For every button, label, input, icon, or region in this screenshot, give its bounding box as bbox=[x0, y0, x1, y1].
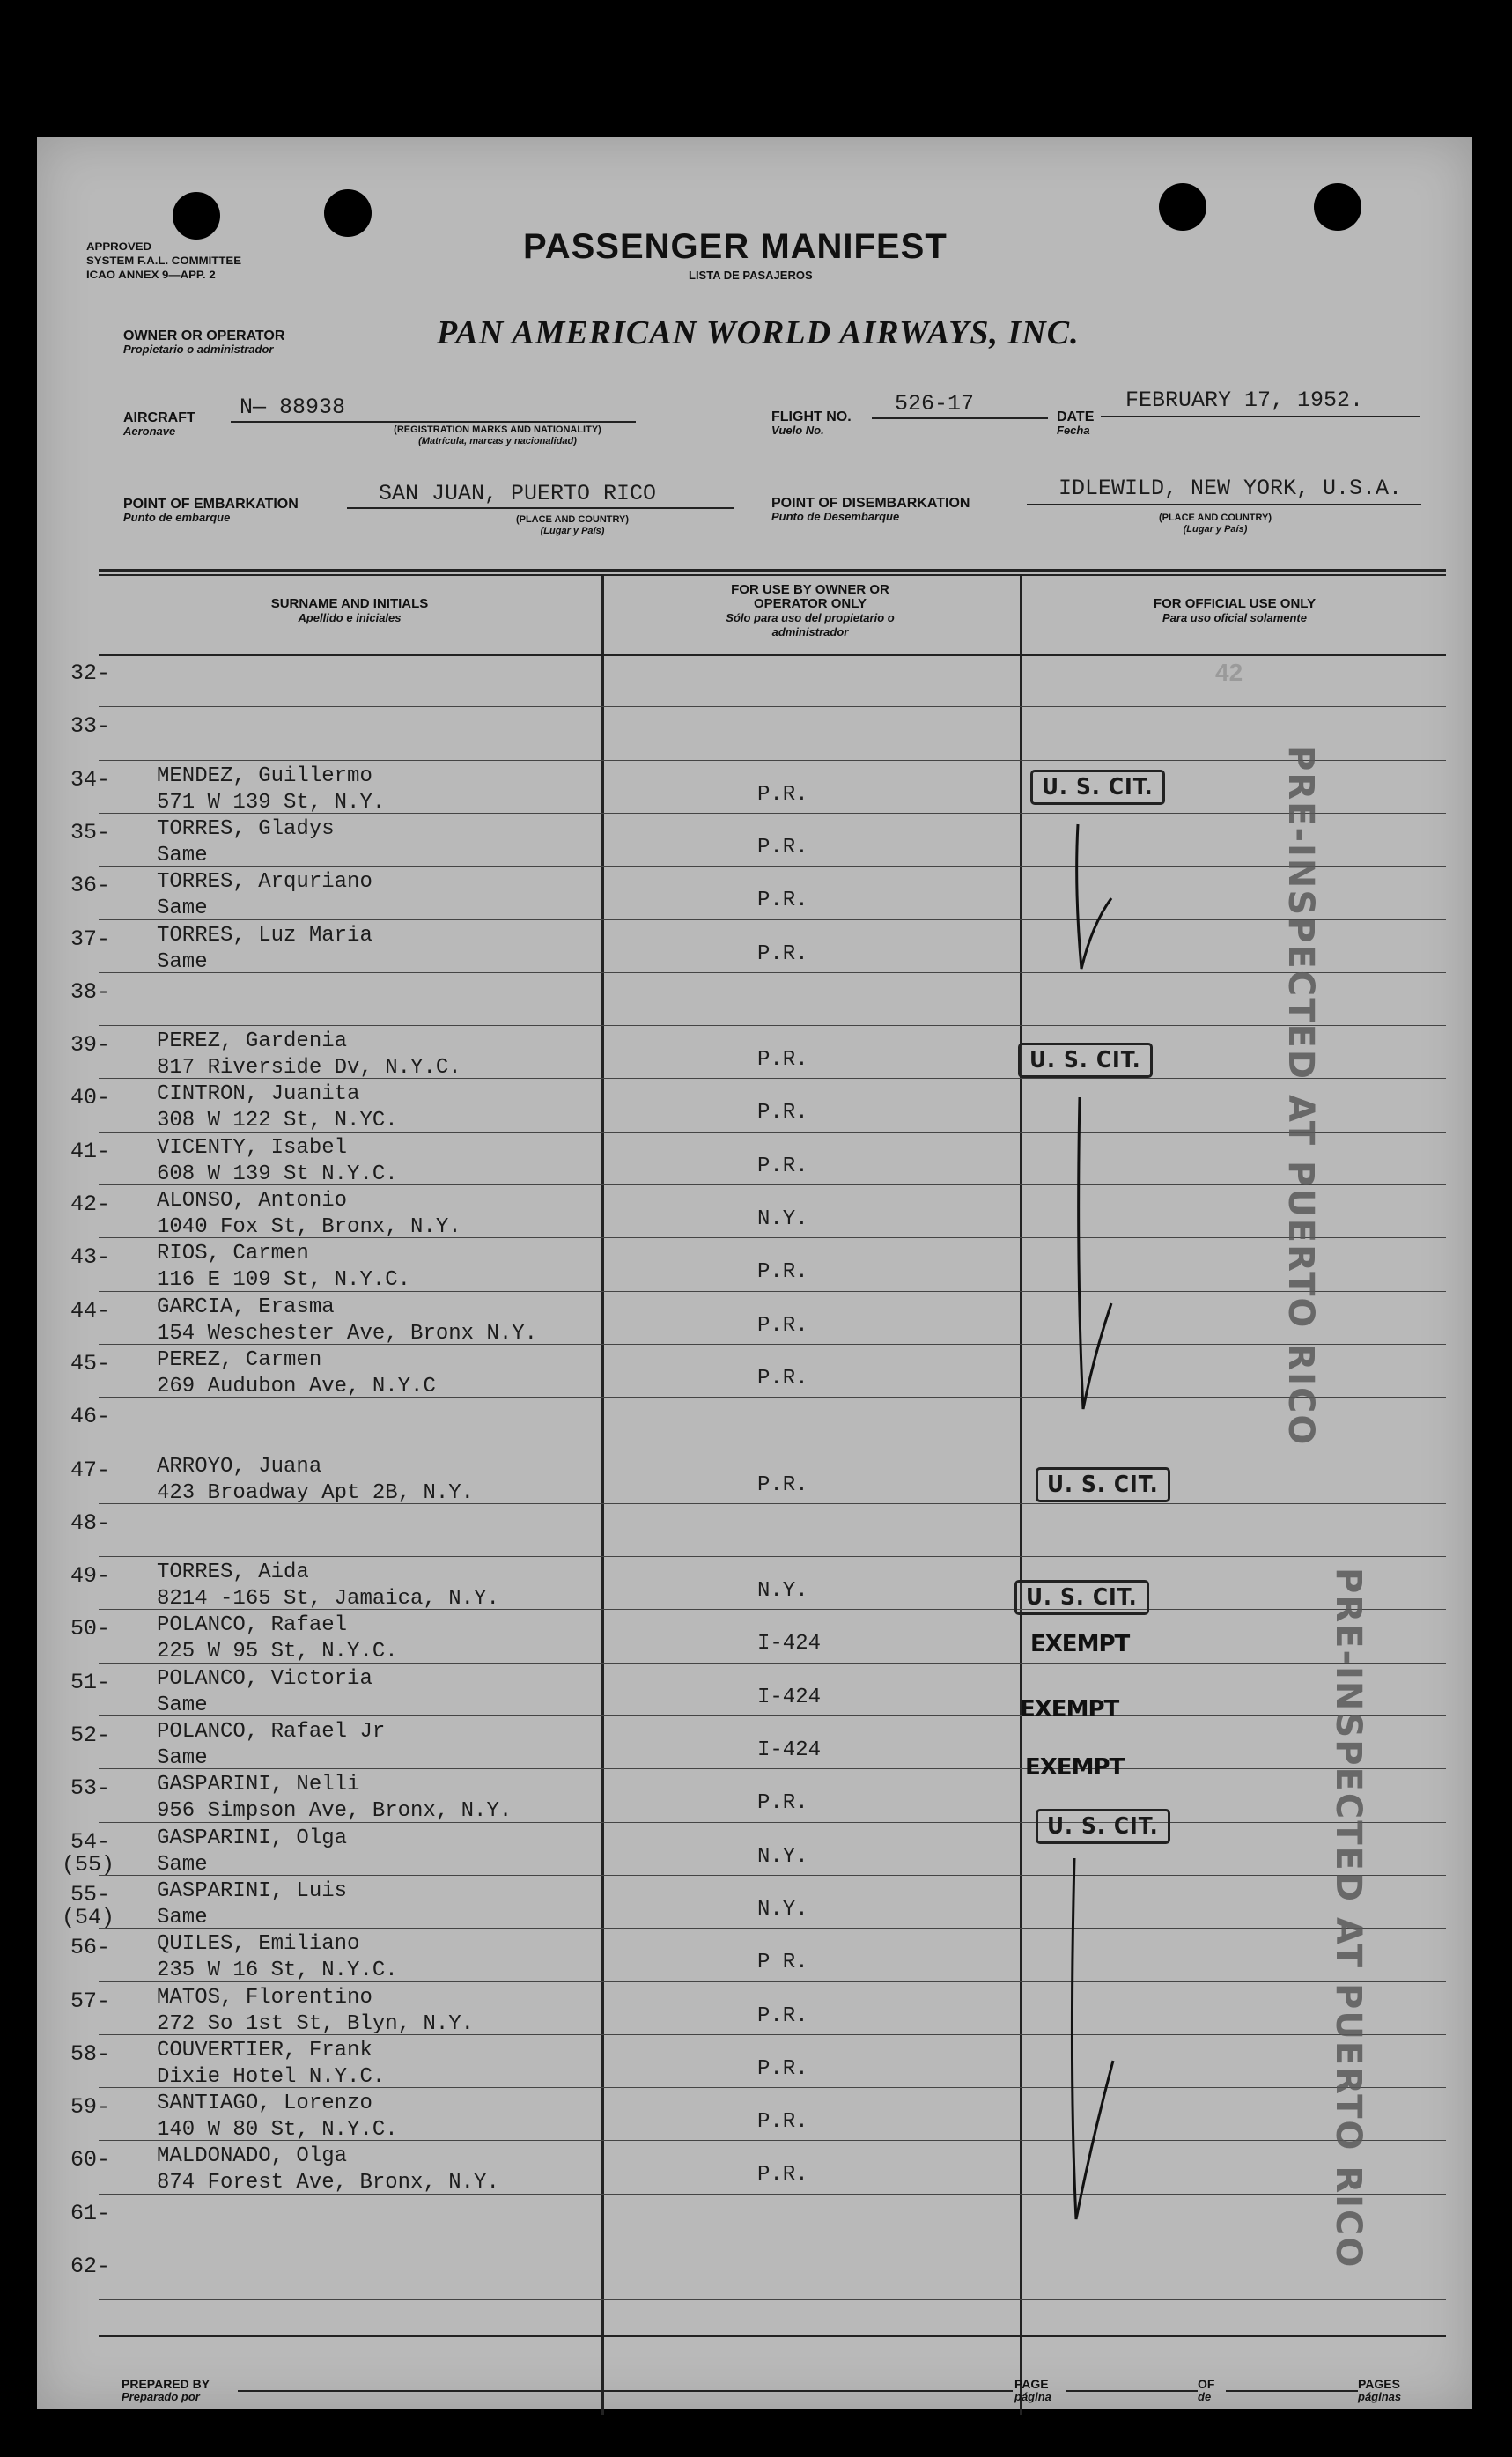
us-cit-stamp: U. S. CIT. bbox=[1036, 1809, 1170, 1844]
passenger-name: GARCIA, Erasma bbox=[157, 1295, 335, 1319]
checkmark-icon bbox=[1066, 819, 1118, 978]
row-number: 53- bbox=[70, 1775, 111, 1801]
row-number: 42- bbox=[70, 1192, 111, 1217]
passenger-name: VICENTY, Isabel bbox=[157, 1136, 348, 1160]
passenger-entry bbox=[157, 1188, 461, 1241]
row-number: 46- bbox=[70, 1404, 111, 1429]
passenger-name: QUILES, Emiliano bbox=[157, 1932, 360, 1956]
passenger-entry bbox=[157, 1772, 512, 1825]
disembarkation-label-es: Punto de Desembarque bbox=[771, 510, 900, 523]
approval-line: APPROVED bbox=[86, 240, 152, 253]
passenger-name: GASPARINI, Nelli bbox=[157, 1773, 360, 1797]
passenger-entry bbox=[157, 1719, 385, 1772]
owner-use-column-header bbox=[696, 583, 925, 639]
table-top-rule bbox=[99, 569, 1446, 572]
surname-column-header bbox=[99, 597, 601, 625]
owner-use-code: P.R. bbox=[757, 942, 808, 966]
passenger-address: 272 So 1st St, Blyn, N.Y. bbox=[157, 2012, 475, 2036]
passenger-entry bbox=[157, 1985, 474, 2038]
disembark-place-note bbox=[1110, 513, 1321, 535]
passenger-address: Same bbox=[157, 1693, 208, 1717]
passenger-address: 423 Broadway Apt 2B, N.Y. bbox=[157, 1481, 475, 1505]
row-number: 34- bbox=[70, 767, 111, 793]
flight-value: 526-17 bbox=[895, 391, 975, 417]
owner-use-code: P.R. bbox=[757, 1260, 808, 1284]
row-number: 33- bbox=[70, 713, 111, 739]
owner-use-code: P.R. bbox=[757, 2110, 808, 2134]
passenger-name: COUVERTIER, Frank bbox=[157, 2039, 372, 2062]
form-title: PASSENGER MANIFEST bbox=[523, 227, 948, 266]
registration-note-en: (REGISTRATION MARKS AND NATIONALITY) bbox=[394, 424, 601, 435]
registration-note bbox=[352, 424, 643, 447]
table-top-rule bbox=[99, 574, 1446, 576]
owner-use-code: P.R. bbox=[757, 1314, 808, 1338]
column-divider bbox=[1020, 574, 1022, 2415]
punch-hole bbox=[1159, 183, 1206, 231]
owner-use-code: P.R. bbox=[757, 1155, 808, 1178]
passenger-address: Same bbox=[157, 1746, 208, 1770]
preinspected-stamp: PRE-INSPECTED AT PUERTO RICO bbox=[1328, 1568, 1368, 2269]
owner-use-header-es: Sólo para uso del propietario o administrador bbox=[726, 611, 895, 638]
owner-label bbox=[123, 329, 284, 356]
passenger-entry bbox=[157, 1454, 474, 1507]
pages-label-en: PAGES bbox=[1358, 2377, 1400, 2391]
us-cit-stamp: U. S. CIT. bbox=[1036, 1467, 1170, 1502]
owner-use-code: P.R. bbox=[757, 889, 808, 912]
passenger-address: 140 W 80 St, N.Y.C. bbox=[157, 2118, 398, 2142]
prepared-by-en: PREPARED BY bbox=[122, 2377, 210, 2391]
row-number: 50- bbox=[70, 1616, 111, 1642]
embarkation-label bbox=[123, 498, 299, 524]
punch-hole bbox=[324, 189, 372, 237]
passenger-entry bbox=[157, 2091, 398, 2143]
row-rule bbox=[99, 706, 1446, 707]
form-subtitle: LISTA DE PASAJEROS bbox=[689, 269, 813, 282]
passenger-name: GASPARINI, Luis bbox=[157, 1879, 348, 1903]
passenger-entry bbox=[157, 816, 335, 869]
approval-line: SYSTEM F.A.L. COMMITTEE bbox=[86, 255, 242, 267]
row-number: 61- bbox=[70, 2201, 111, 2226]
owner-use-code: I-424 bbox=[757, 1632, 822, 1656]
disembarkation-value: IDLEWILD, NEW YORK, U.S.A. bbox=[1058, 476, 1403, 501]
row-number: 57- bbox=[70, 1988, 111, 2014]
row-number: 41- bbox=[70, 1139, 111, 1164]
row-number: 49- bbox=[70, 1563, 111, 1589]
disembarkation-label bbox=[771, 497, 970, 523]
passenger-address: 308 W 122 St, N.YC. bbox=[157, 1109, 398, 1133]
embarkation-label-es: Punto de embarque bbox=[123, 511, 231, 524]
prepared-by-es: Preparado por bbox=[122, 2390, 200, 2403]
row-number: 35- bbox=[70, 820, 111, 845]
disembarkation-underline bbox=[1027, 504, 1421, 505]
passenger-name: MATOS, Florentino bbox=[157, 1986, 372, 2010]
passenger-entry bbox=[157, 923, 372, 976]
passenger-name: GASPARINI, Olga bbox=[157, 1826, 348, 1850]
exempt-stamp: EXEMPT bbox=[1020, 1696, 1119, 1723]
passenger-name: POLANCO, Rafael bbox=[157, 1613, 348, 1637]
passenger-name: SANTIAGO, Lorenzo bbox=[157, 2092, 372, 2115]
row-rule bbox=[99, 760, 1446, 761]
passenger-name: TORRES, Arquriano bbox=[157, 870, 372, 894]
place-note-es: (Lugar y País) bbox=[1183, 524, 1248, 535]
checkmark-icon bbox=[1060, 1849, 1122, 2228]
of-label-en: OF bbox=[1198, 2377, 1215, 2391]
prepared-by-line bbox=[238, 2390, 1013, 2392]
passenger-name: POLANCO, Rafael Jr bbox=[157, 1720, 386, 1744]
passenger-name: MENDEZ, Guillermo bbox=[157, 764, 372, 788]
aircraft-label-en: AIRCRAFT bbox=[123, 410, 195, 425]
passenger-address: 571 W 139 St, N.Y. bbox=[157, 791, 386, 815]
punch-hole bbox=[1314, 183, 1361, 231]
row-number: 60- bbox=[70, 2147, 111, 2173]
page-label bbox=[1014, 2378, 1051, 2403]
row-rule bbox=[99, 1556, 1446, 1557]
passenger-address: Same bbox=[157, 950, 208, 974]
surname-header-en: SURNAME AND INITIALS bbox=[270, 596, 429, 611]
passenger-name: ARROYO, Juana bbox=[157, 1455, 322, 1479]
row-number-alt: (55) bbox=[62, 1852, 115, 1878]
row-number: 62- bbox=[70, 2254, 111, 2279]
owner-use-code: P.R. bbox=[757, 1048, 808, 1072]
row-number: 38- bbox=[70, 979, 111, 1005]
passenger-address: 956 Simpson Ave, Bronx, N.Y. bbox=[157, 1799, 513, 1823]
operator-name: PAN AMERICAN WORLD AIRWAYS, INC. bbox=[437, 314, 1080, 351]
passenger-entry bbox=[157, 1612, 398, 1665]
punch-hole bbox=[173, 192, 220, 240]
passenger-entry bbox=[157, 1878, 347, 1931]
owner-use-code: I-424 bbox=[757, 1738, 822, 1762]
passenger-address: 269 Audubon Ave, N.Y.C bbox=[157, 1375, 436, 1398]
disembarkation-label-en: POINT OF DISEMBARKATION bbox=[771, 496, 970, 511]
aircraft-value: N— 88938 bbox=[240, 395, 346, 420]
exempt-stamp: EXEMPT bbox=[1030, 1631, 1130, 1657]
row-number: 36- bbox=[70, 873, 111, 898]
approval-line: ICAO ANNEX 9—APP. 2 bbox=[86, 269, 216, 281]
passenger-entry bbox=[157, 1029, 461, 1081]
row-number: 52- bbox=[70, 1723, 111, 1748]
date-label bbox=[1057, 410, 1094, 437]
of-label bbox=[1198, 2378, 1214, 2403]
place-note-en: (PLACE AND COUNTRY) bbox=[515, 514, 630, 525]
row-number: 59- bbox=[70, 2094, 111, 2120]
owner-use-code: P.R. bbox=[757, 2057, 808, 2081]
place-note-es: (Lugar y País) bbox=[540, 526, 605, 536]
owner-use-code: N.Y. bbox=[757, 1207, 808, 1231]
passenger-entry bbox=[157, 1666, 372, 1719]
us-cit-stamp: U. S. CIT. bbox=[1014, 1580, 1149, 1615]
owner-use-code: P.R. bbox=[757, 1367, 808, 1391]
row-number: 39- bbox=[70, 1032, 111, 1058]
header-bottom-rule bbox=[99, 654, 1446, 656]
passenger-entry bbox=[157, 1295, 537, 1347]
approval-note bbox=[86, 240, 241, 282]
owner-use-code: P.R. bbox=[757, 1101, 808, 1125]
owner-label-en: OWNER OR OPERATOR bbox=[123, 328, 285, 343]
official-header-es: Para uso oficial solamente bbox=[1162, 611, 1307, 624]
us-cit-stamp: U. S. CIT. bbox=[1018, 1043, 1153, 1078]
passenger-address: Same bbox=[157, 844, 208, 867]
passenger-name: RIOS, Carmen bbox=[157, 1242, 309, 1265]
pages-label bbox=[1358, 2378, 1401, 2403]
passenger-address: 225 W 95 St, N.Y.C. bbox=[157, 1640, 398, 1664]
owner-use-code: N.Y. bbox=[757, 1898, 808, 1922]
row-number: 32- bbox=[70, 660, 111, 686]
flight-label-en: FLIGHT NO. bbox=[771, 410, 852, 424]
of-line bbox=[1226, 2390, 1358, 2392]
pages-label-es: páginas bbox=[1358, 2390, 1402, 2403]
surname-header-es: Apellido e iniciales bbox=[298, 611, 402, 624]
passenger-entry bbox=[157, 2143, 499, 2196]
passenger-entry bbox=[157, 2038, 385, 2091]
owner-use-code: N.Y. bbox=[757, 1579, 808, 1603]
passenger-name: PEREZ, Gardenia bbox=[157, 1029, 348, 1053]
table-bottom-rule bbox=[99, 2335, 1446, 2337]
owner-use-header-en: FOR USE BY OWNER OR OPERATOR ONLY bbox=[731, 582, 889, 611]
flight-label-es: Vuelo No. bbox=[771, 424, 824, 437]
passenger-address: 874 Forest Ave, Bronx, N.Y. bbox=[157, 2171, 499, 2195]
faint-page-number: 42 bbox=[1215, 659, 1243, 686]
checkmark-icon bbox=[1066, 1092, 1118, 1418]
passenger-address: 8214 -165 St, Jamaica, N.Y. bbox=[157, 1587, 499, 1611]
flight-underline bbox=[872, 417, 1048, 419]
owner-use-code: N.Y. bbox=[757, 1845, 808, 1869]
row-number: 45- bbox=[70, 1351, 111, 1376]
aircraft-underline bbox=[231, 421, 636, 423]
owner-use-code: P.R. bbox=[757, 2163, 808, 2187]
passenger-entry bbox=[157, 1081, 398, 1134]
passenger-address: Same bbox=[157, 1906, 208, 1929]
passenger-entry bbox=[157, 1931, 398, 1984]
row-number: 48- bbox=[70, 1510, 111, 1536]
page-label-en: PAGE bbox=[1014, 2377, 1049, 2391]
embarkation-label-en: POINT OF EMBARKATION bbox=[123, 497, 299, 512]
date-label-en: DATE bbox=[1057, 410, 1095, 424]
passenger-name: POLANCO, Victoria bbox=[157, 1667, 372, 1691]
passenger-address: 116 E 109 St, N.Y.C. bbox=[157, 1268, 411, 1292]
page-line bbox=[1066, 2390, 1198, 2392]
passenger-name: TORRES, Aida bbox=[157, 1561, 309, 1584]
passenger-entry bbox=[157, 764, 385, 816]
row-number: 44- bbox=[70, 1298, 111, 1324]
date-label-es: Fecha bbox=[1057, 424, 1090, 437]
date-value: FEBRUARY 17, 1952. bbox=[1125, 387, 1364, 413]
aircraft-label bbox=[123, 411, 195, 438]
passenger-address: 1040 Fox St, Bronx, N.Y. bbox=[157, 1215, 461, 1239]
passenger-entry bbox=[157, 1560, 499, 1612]
registration-note-es: (Matrícula, marcas y nacionalidad) bbox=[418, 436, 577, 446]
passenger-address: 817 Riverside Dv, N.Y.C. bbox=[157, 1056, 461, 1080]
of-label-es: de bbox=[1198, 2390, 1212, 2403]
official-header-en: FOR OFFICIAL USE ONLY bbox=[1153, 596, 1317, 611]
aircraft-label-es: Aeronave bbox=[123, 424, 176, 438]
page-label-es: página bbox=[1014, 2390, 1051, 2403]
passenger-entry bbox=[157, 869, 372, 922]
row-number: 40- bbox=[70, 1085, 111, 1110]
us-cit-stamp: U. S. CIT. bbox=[1030, 770, 1165, 805]
passenger-address: Dixie Hotel N.Y.C. bbox=[157, 2065, 386, 2089]
owner-use-code: I-424 bbox=[757, 1686, 822, 1709]
owner-use-code: P.R. bbox=[757, 783, 808, 807]
owner-use-code: P.R. bbox=[757, 1791, 808, 1815]
passenger-name: TORRES, Luz Maria bbox=[157, 924, 372, 948]
passenger-address: 608 W 139 St N.Y.C. bbox=[157, 1162, 398, 1186]
row-rule bbox=[99, 2299, 1446, 2300]
passenger-address: Same bbox=[157, 1853, 208, 1877]
place-note-en: (PLACE AND COUNTRY) bbox=[1158, 513, 1272, 523]
embarkation-value: SAN JUAN, PUERTO RICO bbox=[379, 481, 657, 506]
row-number: 43- bbox=[70, 1244, 111, 1270]
passenger-name: PEREZ, Carmen bbox=[157, 1348, 322, 1372]
row-number: 47- bbox=[70, 1457, 111, 1483]
owner-use-code: P.R. bbox=[757, 1473, 808, 1497]
flight-label bbox=[771, 410, 852, 437]
official-column-header bbox=[1023, 597, 1446, 625]
column-divider bbox=[601, 574, 604, 2415]
embark-place-note bbox=[467, 514, 678, 537]
owner-label-es: Propietario o administrador bbox=[123, 343, 274, 356]
passenger-name: CINTRON, Juanita bbox=[157, 1082, 360, 1106]
passenger-name: MALDONADO, Olga bbox=[157, 2144, 348, 2168]
row-number-alt: (54) bbox=[62, 1905, 115, 1930]
row-number: 54- bbox=[70, 1829, 111, 1855]
passenger-address: Same bbox=[157, 896, 208, 920]
row-number: 37- bbox=[70, 926, 111, 952]
owner-use-code: P.R. bbox=[757, 2004, 808, 2028]
row-rule bbox=[99, 1025, 1446, 1026]
passenger-entry bbox=[157, 1826, 347, 1878]
passenger-entry bbox=[157, 1241, 410, 1294]
passenger-entry bbox=[157, 1135, 398, 1188]
row-number: 55- bbox=[70, 1882, 111, 1907]
date-underline bbox=[1101, 416, 1420, 417]
row-number: 51- bbox=[70, 1670, 111, 1695]
row-number: 56- bbox=[70, 1935, 111, 1960]
passenger-address: 154 Weschester Ave, Bronx N.Y. bbox=[157, 1322, 538, 1346]
prepared-by-label bbox=[122, 2378, 210, 2403]
passenger-name: ALONSO, Antonio bbox=[157, 1189, 348, 1213]
exempt-stamp: EXEMPT bbox=[1025, 1754, 1125, 1781]
owner-use-code: P.R. bbox=[757, 836, 808, 860]
owner-use-code: P R. bbox=[757, 1951, 808, 1974]
preinspected-stamp: PRE-INSPECTED AT PUERTO RICO bbox=[1280, 745, 1321, 1447]
passenger-name: TORRES, Gladys bbox=[157, 817, 335, 841]
passenger-entry bbox=[157, 1347, 436, 1400]
passenger-address: 235 W 16 St, N.Y.C. bbox=[157, 1959, 398, 1982]
row-number: 58- bbox=[70, 2041, 111, 2067]
embarkation-underline bbox=[347, 507, 734, 509]
